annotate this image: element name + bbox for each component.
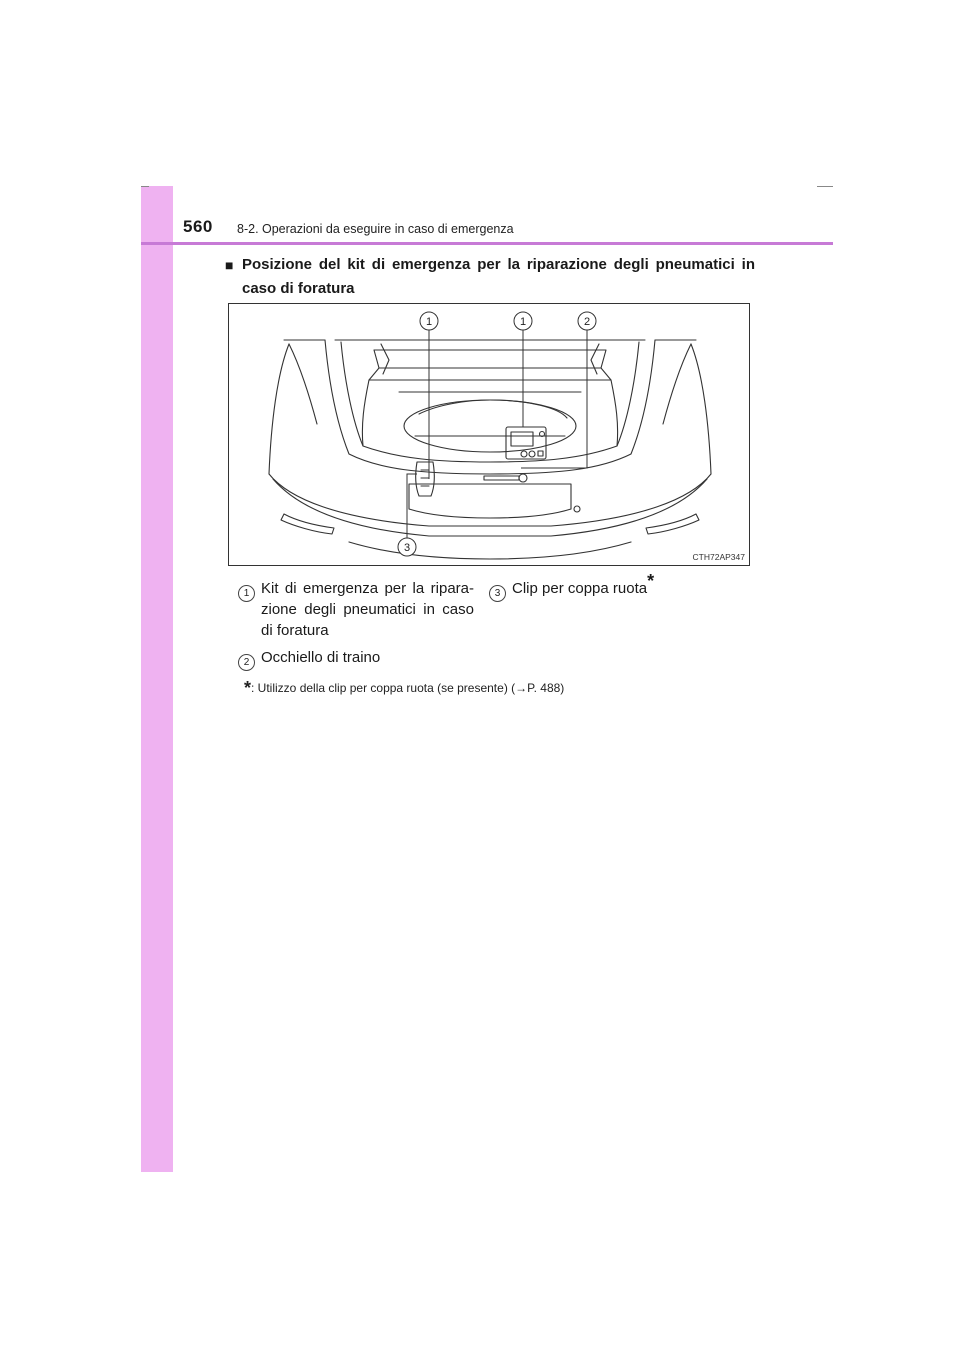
heading-text: Posizione del kit di emergenza per la riparazione degli pneumatici in caso di foratura	[242, 256, 755, 297]
legend-label: Kit di emergenza per la ripara-zione degli pneumatici in caso di foratura	[261, 580, 474, 639]
header-rule	[141, 242, 833, 245]
section-heading	[225, 253, 755, 301]
trunk-illustration	[228, 303, 750, 566]
square-bullet-icon: ■	[225, 257, 234, 273]
car-rear-drawing	[229, 304, 750, 566]
legend-item-2	[238, 647, 474, 668]
callout-1a: 1	[425, 316, 433, 328]
page-number: 560	[183, 217, 213, 236]
legend-label: Occhiello di traino	[261, 649, 381, 666]
footnote-text: : Utilizzo della clip per coppa ruota (se presente) (→P. 488)	[251, 681, 565, 695]
callout-3: 3	[403, 542, 411, 554]
crop-mark-left	[141, 186, 149, 187]
asterisk-marker: *	[647, 571, 655, 591]
footnote	[244, 678, 564, 699]
callout-2: 2	[583, 316, 591, 328]
footnote-marker: *	[244, 678, 252, 698]
legend-item-3	[489, 571, 749, 599]
side-tab-bar	[141, 186, 173, 1172]
crop-mark-right	[817, 186, 833, 187]
number-badge: 1	[238, 585, 255, 602]
legend-label: Clip per coppa ruota	[512, 580, 648, 597]
legend-label-wrap	[489, 571, 749, 599]
number-badge: 2	[238, 654, 255, 671]
legend-item-1	[238, 578, 474, 641]
callout-1b: 1	[519, 316, 527, 328]
figure-code: CTH72AP347	[692, 552, 745, 562]
section-title: 8-2. Operazioni da eseguire in caso di emergenza	[237, 222, 514, 236]
number-badge: 3	[489, 585, 506, 602]
